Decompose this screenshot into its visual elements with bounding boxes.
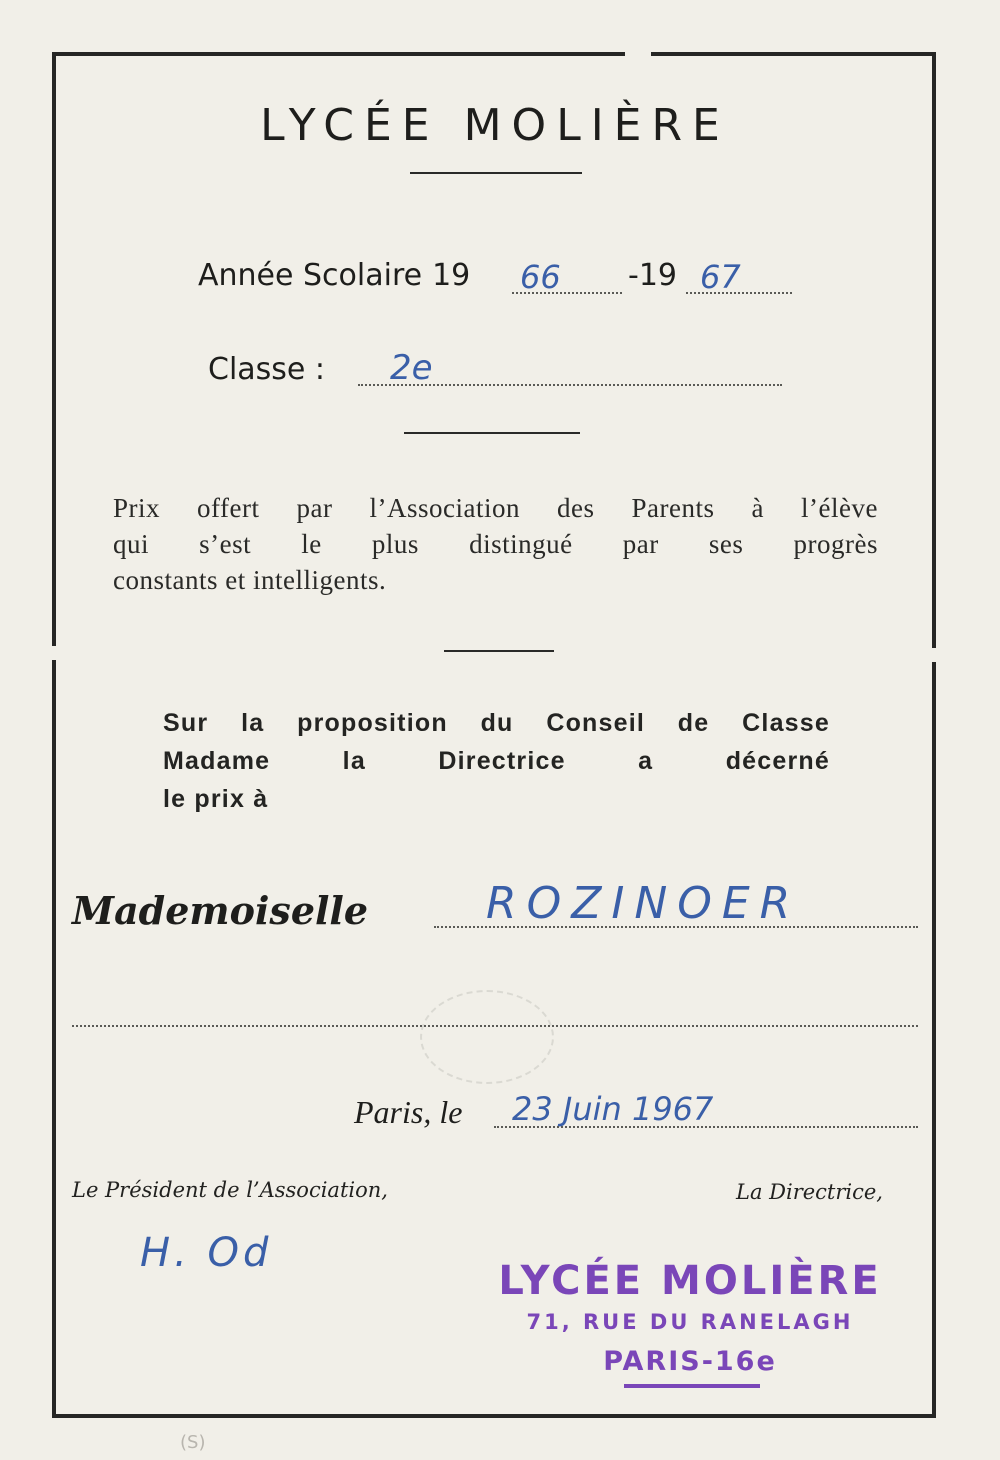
border-gap	[50, 646, 58, 660]
school-year-row	[198, 258, 470, 293]
school-title: LYCÉE MOLIÈRE	[260, 100, 730, 151]
school-year-prefix: 19	[432, 258, 471, 293]
border-gap	[930, 648, 938, 662]
proposal-line: Sur la proposition du Conseil de Classe	[163, 709, 830, 737]
section-divider	[404, 432, 580, 434]
stamp-city: PARIS-16e	[603, 1346, 777, 1377]
president-signature: H. Od	[140, 1230, 273, 1276]
faint-stamp-mark	[420, 990, 554, 1084]
date-value: 23 Juin 1967	[512, 1090, 714, 1128]
prize-line: constants et intelligents.	[113, 565, 387, 595]
stamp-underline	[624, 1384, 760, 1388]
recipient-name: ROZINOER	[486, 878, 801, 929]
class-label: Classe :	[208, 352, 326, 387]
school-year-end: 67	[700, 258, 741, 296]
president-label: Le Président de l’Association,	[72, 1178, 388, 1202]
dotted-line	[72, 1025, 918, 1027]
dotted-line	[686, 292, 792, 294]
class-value: 2e	[390, 348, 433, 388]
prize-description	[113, 490, 878, 598]
dotted-line	[512, 292, 622, 294]
faint-mark: (S)	[180, 1432, 206, 1453]
stamp-address: 71, RUE DU RANELAGH	[526, 1310, 854, 1334]
date-label: Paris, le	[354, 1094, 463, 1130]
school-year-start: 66	[520, 258, 561, 296]
proposal-line: Madame la Directrice a décerné	[163, 747, 830, 775]
dotted-line	[358, 384, 782, 386]
school-year-separator: -19	[628, 258, 677, 293]
stamp-school-name: LYCÉE MOLIÈRE	[498, 1258, 882, 1304]
title-underline	[410, 172, 582, 174]
school-year-label: Année Scolaire	[198, 258, 423, 293]
recipient-title: Mademoiselle	[72, 888, 369, 933]
dotted-line	[494, 1126, 918, 1128]
section-divider	[444, 650, 554, 652]
proposal-text	[163, 704, 830, 818]
border-gap	[625, 50, 651, 58]
director-label: La Directrice,	[736, 1180, 883, 1204]
proposal-line: le prix à	[163, 785, 269, 813]
prize-line: Prix offert par l’Association des Parents à l’élève	[113, 493, 878, 523]
prize-line: qui s’est le plus distingué par ses progrès	[113, 529, 878, 559]
dotted-line	[434, 926, 918, 928]
